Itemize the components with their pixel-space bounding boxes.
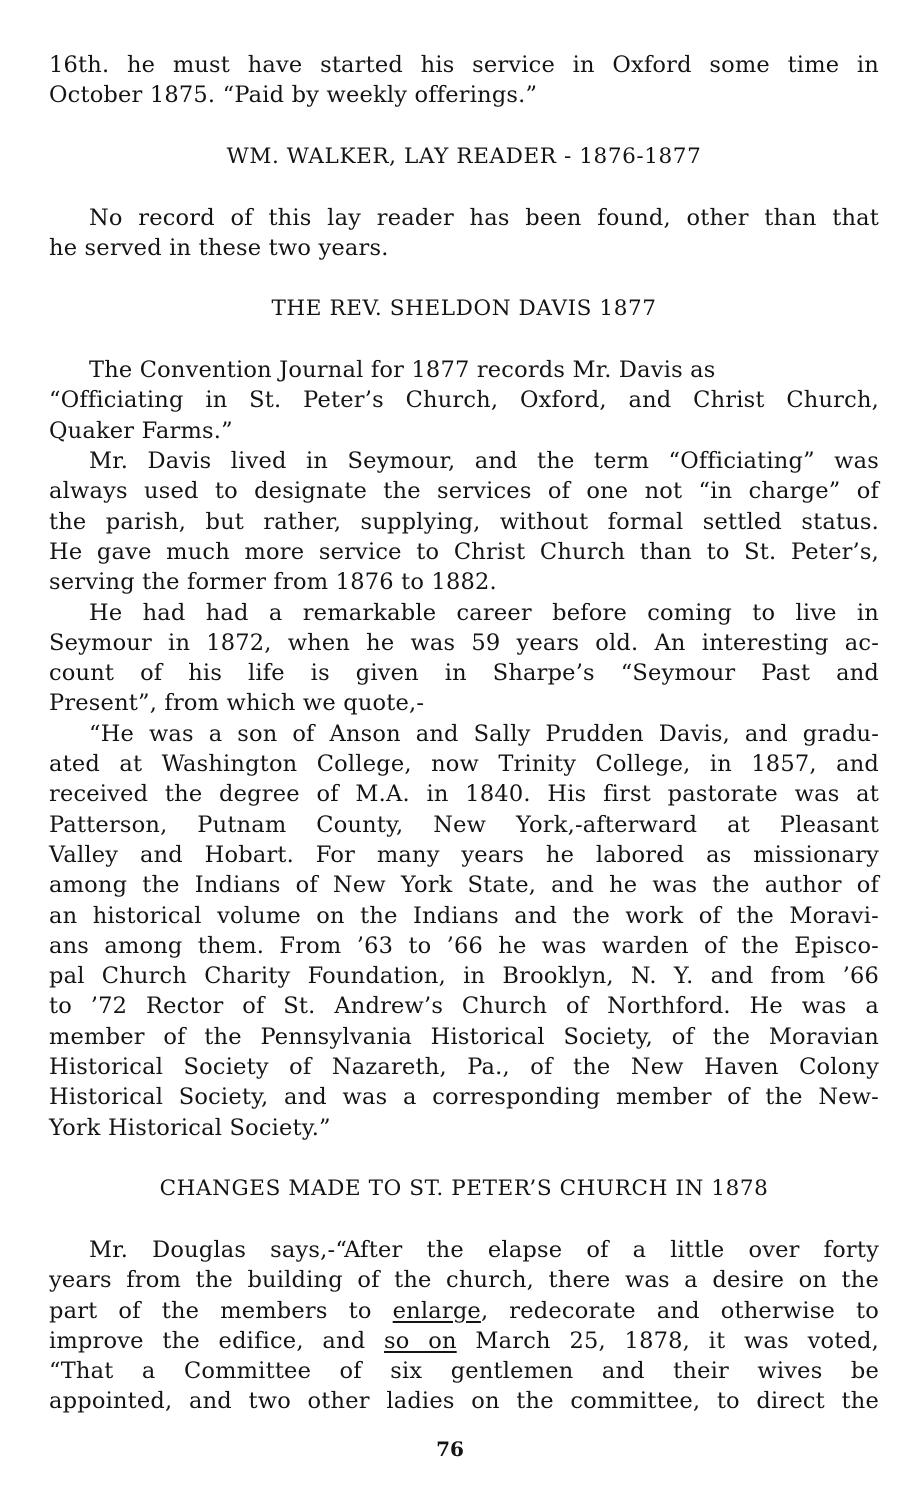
text-line: October 1875. “Paid by weekly offerings.”: [49, 82, 538, 109]
section-heading-changes: CHANGES MADE TO ST. PETER’S CHURCH IN 1878: [159, 1175, 769, 1201]
text-line: He gave much more service to Christ Church than to St. Peter’s,: [49, 538, 879, 565]
quote-line: pal Church Charity Foundation, in Brooklyn, N. Y. and from ’66: [49, 963, 879, 990]
underlined-word: so on: [384, 1327, 457, 1354]
section-heading-davis: THE REV. SHELDON DAVIS 1877: [271, 296, 657, 322]
page-body: [49, 50, 879, 1417]
quote-line: an historical volume on the Indians and the work of the Moravi-: [49, 902, 879, 929]
quote-line: “He was a son of Anson and Sally Prudden Davis, and gradu-: [89, 720, 879, 747]
page-number: 76: [436, 1437, 464, 1461]
text-line: appointed, and two other ladies on the committee, to direct the: [49, 1388, 879, 1415]
text-line: No record of this lay reader has been found, other than that: [89, 204, 879, 231]
text-line: he served in these two years.: [49, 234, 389, 261]
text-line: Mr. Davis lived in Seymour, and the term “Officiating” was: [89, 448, 879, 475]
section-heading-walker: WM. WALKER, LAY READER - 1876-1877: [226, 143, 702, 169]
text-line: Present”, from which we quote,-: [49, 690, 425, 717]
text-line: The Convention Journal for 1877 records Mr. Davis as: [89, 357, 716, 384]
quote-line: Historical Society of Nazareth, Pa., of the New Haven Colony: [49, 1054, 879, 1081]
text-line: “That a Committee of six gentlemen and their wives be: [49, 1358, 879, 1385]
text-fragment: improve the edifice, and: [49, 1327, 385, 1354]
text-line: count of his life is given in Sharpe’s “Seymour Past and: [49, 660, 879, 687]
text-line: Quaker Farms.”: [49, 417, 233, 444]
quote-line: Historical Society, and was a corresponding member of the New-: [49, 1084, 879, 1111]
text-line: the parish, but rather, supplying, without formal settled status.: [49, 508, 879, 535]
text-fragment: part of the members to: [49, 1297, 393, 1324]
quote-line: Valley and Hobart. For many years he labored as missionary: [49, 841, 879, 868]
quote-line: ans among them. From ’63 to ’66 he was warden of the Episco-: [49, 932, 879, 959]
quote-line: ated at Washington College, now Trinity College, in 1857, and: [49, 751, 879, 778]
text-line: 16th. he must have started his service in Oxford some time in: [49, 52, 879, 78]
text-fragment: March 25, 1878, it was voted,: [456, 1327, 879, 1354]
text-line: [49, 1296, 879, 1326]
text-line: years from the building of the church, there was a desire on the: [49, 1267, 879, 1294]
text-line: He had had a remarkable career before coming to live in: [89, 599, 879, 626]
quote-line: York Historical Society.”: [49, 1114, 331, 1141]
quote-line: among the Indians of New York State, and he was the author of: [49, 872, 879, 899]
text-line: Seymour in 1872, when he was 59 years old. An interesting ac-: [49, 629, 879, 656]
text-fragment: , redecorate and otherwise to: [480, 1297, 879, 1324]
underlined-word: enlarge: [392, 1297, 481, 1324]
text-line: serving the former from 1876 to 1882.: [49, 569, 497, 596]
text-line: [49, 1326, 879, 1356]
text-line: always used to designate the services of one not “in charge” of: [49, 478, 879, 505]
quote-line: received the degree of M.A. in 1840. His first pastorate was at: [49, 781, 879, 808]
text-line: “Officiating in St. Peter’s Church, Oxford, and Christ Church,: [49, 387, 879, 414]
quote-line: member of the Pennsylvania Historical Society, of the Moravian: [49, 1023, 879, 1050]
quote-line: Patterson, Putnam County, New York,-afterward at Pleasant: [49, 811, 879, 838]
text-line: Mr. Douglas says,-“After the elapse of a little over forty: [89, 1236, 879, 1263]
quote-line: to ’72 Rector of St. Andrew’s Church of Northford. He was a: [49, 993, 879, 1020]
